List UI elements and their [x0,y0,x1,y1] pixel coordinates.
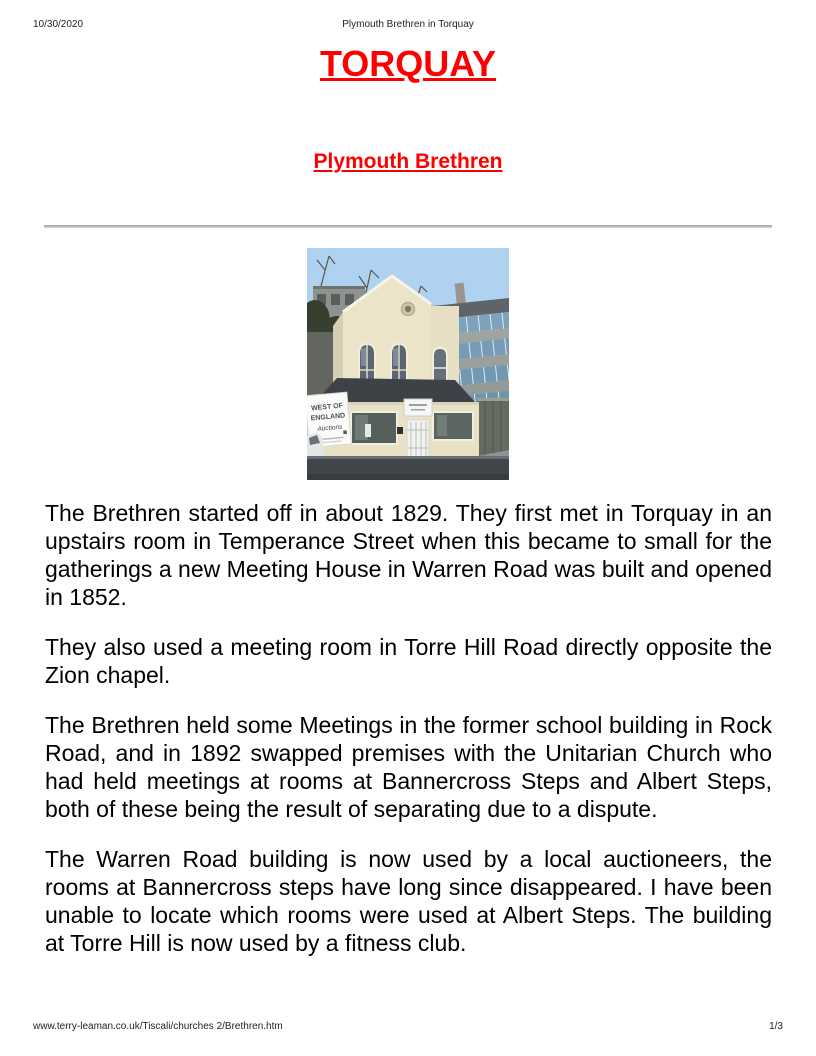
paragraph-1: The Brethren started off in about 1829. They first met in Torquay in an upstairs room in Temperance Street when this became to small for the gatherings a new Meeting House in Warren Road was built and opened in 1852. [45,500,772,610]
door-sign [404,399,432,416]
print-footer-url: www.terry-leaman.co.uk/Tiscali/churches 2/Brethren.htm [33,1021,283,1032]
page-title: TORQUAY [319,43,497,84]
print-header-title: Plymouth Brethren in Torquay [342,19,474,30]
auction-sign-line-1: WEST OF [310,402,344,413]
auction-sign-line-2: ENGLAND [310,412,346,423]
paragraph-3: The Brethren held some Meetings in the former school building in Rock Road, and in 1892 swapped premises with the Unitarian Church who had held meetings at rooms at Bannercross Steps and Albert Steps, both of these being the result of separating due to a dispute. [45,712,772,822]
chapel-photo [307,248,509,480]
chapel-photo-illustration [307,248,509,480]
page-subtitle: Plymouth Brethren [313,150,503,173]
horizontal-rule [44,225,772,228]
print-header-date: 10/30/2020 [33,19,84,30]
paragraph-4: The Warren Road building is now used by a local auctioneers, the rooms at Bannercross steps have long since disappeared. I have been unable to locate which rooms were used at Albert Steps. The building at Torre Hill is now used by a fitness club. [45,846,772,956]
auction-sign-line-3: Auctions [317,423,343,433]
print-footer-page-number: 1/3 [769,1021,783,1032]
article-body [45,499,772,979]
paragraph-2: They also used a meeting room in Torre Hill Road directly opposite the Zion chapel. [45,634,772,688]
curb [307,456,509,459]
